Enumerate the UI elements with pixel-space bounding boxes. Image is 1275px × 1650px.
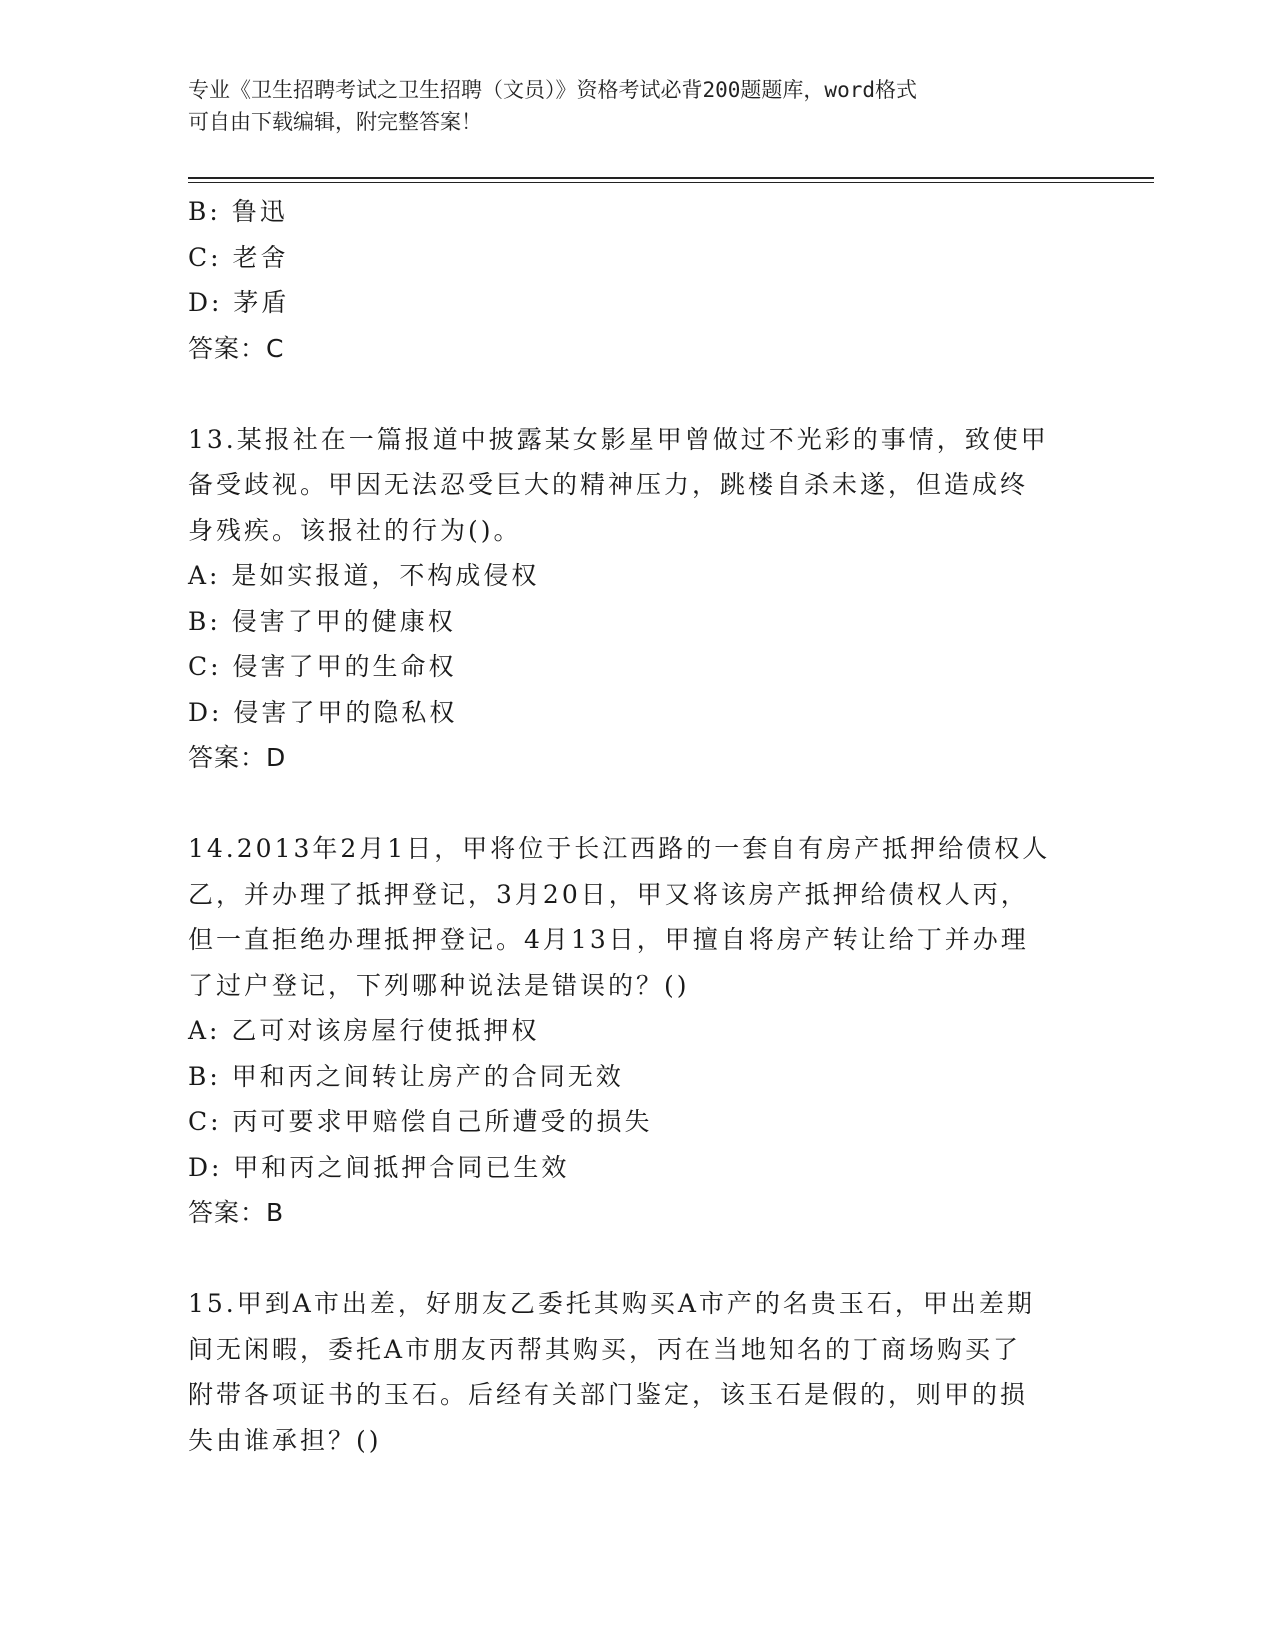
option-d: D: 侵害了甲的隐私权 bbox=[188, 697, 458, 727]
question-stem-line: 身残疾。该报社的行为()。 bbox=[188, 515, 522, 545]
question-content bbox=[188, 189, 1088, 1463]
document-header bbox=[188, 74, 1088, 138]
question-stem-line: 附带各项证书的玉石。后经有关部门鉴定，该玉石是假的，则甲的损 bbox=[188, 1380, 1029, 1409]
option-a: A: 乙可对该房屋行使抵押权 bbox=[188, 1016, 540, 1045]
answer: 答案：B bbox=[188, 1198, 285, 1227]
question-stem-line: 14.2013年2月1日，甲将位于长江西路的一套自有房产抵押给债权人 bbox=[188, 834, 1051, 863]
option-c: C: 老舍 bbox=[188, 242, 289, 272]
header-line-2: 可自由下载编辑，附完整答案！ bbox=[188, 110, 482, 134]
spacer bbox=[188, 1236, 1088, 1282]
answer: 答案：C bbox=[188, 333, 285, 363]
question-13 bbox=[188, 417, 1088, 781]
question-stem-line: 备受歧视。甲因无法忍受巨大的精神压力，跳楼自杀未遂，但造成终 bbox=[188, 470, 1029, 499]
option-b: B: 鲁迅 bbox=[188, 197, 288, 226]
option-b: B: 侵害了甲的健康权 bbox=[188, 606, 456, 636]
spacer bbox=[188, 371, 1088, 417]
header-divider-thin bbox=[188, 182, 1154, 183]
option-b: B: 甲和丙之间转让房产的合同无效 bbox=[188, 1061, 624, 1091]
option-c: C: 丙可要求甲赔偿自己所遭受的损失 bbox=[188, 1107, 653, 1136]
option-c: C: 侵害了甲的生命权 bbox=[188, 652, 457, 681]
question-14 bbox=[188, 826, 1088, 1236]
option-d: D: 茅盾 bbox=[188, 288, 290, 317]
question-stem-line: 但一直拒绝办理抵押登记。4月13日，甲擅自将房产转让给丁并办理 bbox=[188, 925, 1029, 954]
question-stem-line: 间无闲暇，委托A市朋友丙帮其购买，丙在当地知名的丁商场购买了 bbox=[188, 1334, 1022, 1364]
answer: 答案：D bbox=[188, 743, 287, 772]
question-15 bbox=[188, 1281, 1088, 1463]
question-12-tail bbox=[188, 189, 1088, 371]
question-stem-line: 13.某报社在一篇报道中披露某女影星甲曾做过不光彩的事情，致使甲 bbox=[188, 424, 1049, 454]
option-a: A: 是如实报道，不构成侵权 bbox=[188, 561, 540, 590]
question-stem-line: 15.甲到A市出差，好朋友乙委托其购买A市产的名贵玉石，甲出差期 bbox=[188, 1289, 1035, 1318]
header-divider-thick bbox=[188, 177, 1154, 179]
header-line-1: 专业《卫生招聘考试之卫生招聘（文员）》资格考试必背200题题库，word格式 bbox=[188, 78, 917, 102]
spacer bbox=[188, 781, 1088, 827]
option-d: D: 甲和丙之间抵押合同已生效 bbox=[188, 1152, 570, 1182]
question-stem-line: 乙，并办理了抵押登记，3月20日，甲又将该房产抵押给债权人丙， bbox=[188, 879, 1029, 909]
question-stem-line: 失由谁承担？() bbox=[188, 1425, 382, 1455]
question-stem-line: 了过户登记，下列哪种说法是错误的？() bbox=[188, 970, 690, 1000]
